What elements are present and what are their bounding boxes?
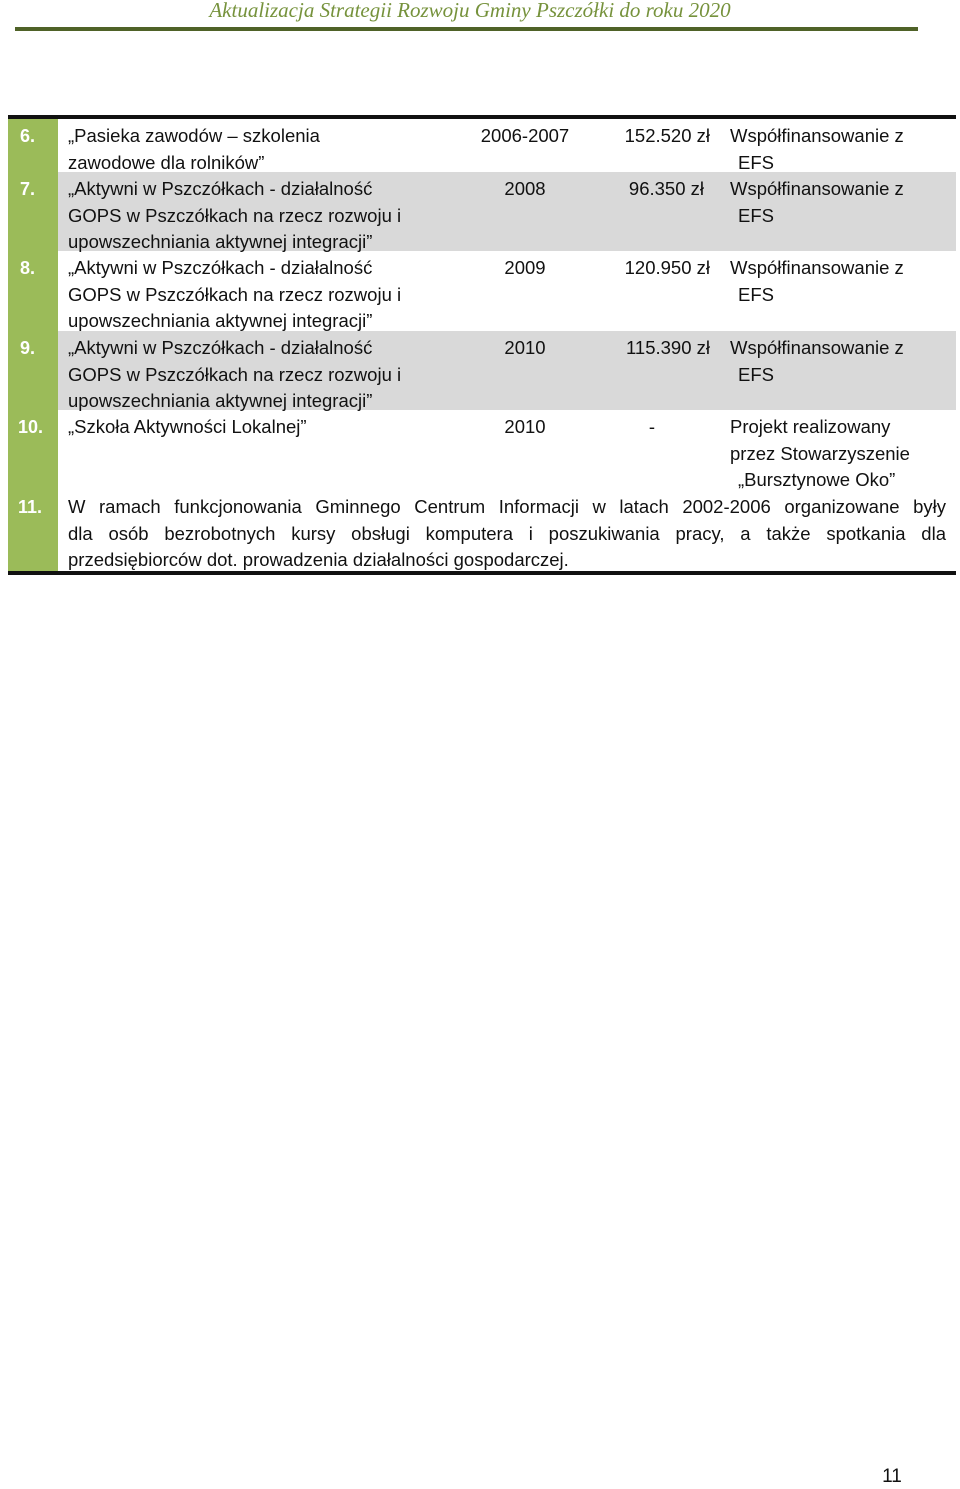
row-number: 6. — [8, 119, 58, 172]
project-name: „Pasieka zawodów – szkolenia zawodowe dla rolników” — [68, 125, 320, 173]
row-number: 10. — [8, 410, 58, 490]
document-header-title: Aktualizacja Strategii Rozwoju Gminy Pszczółki do roku 2020 — [209, 0, 731, 22]
project-amount: 115.390 zł — [626, 337, 710, 358]
project-name: „Szkoła Aktywności Lokalnej” — [68, 416, 307, 437]
project-year: 2010 — [504, 337, 546, 358]
funding-source: Projekt realizowany przez Stowarzyszenie „Bursztynowe Oko” — [730, 416, 910, 490]
project-amount: - — [648, 416, 656, 437]
project-name: „Aktywni w Pszczółkach - działalność GOPS w Pszczółkach na rzecz rozwoju i upowszechniania aktywnej integracji” — [68, 337, 402, 411]
table-row — [8, 119, 956, 172]
project-year: 2010 — [504, 416, 546, 437]
row-number: 9. — [8, 331, 58, 410]
table-row — [8, 410, 956, 490]
row-number: 8. — [8, 251, 58, 331]
funding-source: Współfinansowanie z EFS — [730, 257, 904, 305]
note-text: W ramach funkcjonowania Gminnego Centrum Informacji w latach 2002-2006 organizowane były dla osób bezrobotnych kursy obsługi komputera i poszukiwania pracy, a także spotkania dla przedsiębiorców dot. prowadzenia działalności gospodarczej. — [68, 496, 946, 570]
table-row — [8, 172, 956, 251]
page-number: 11 — [882, 1466, 902, 1487]
project-amount: 152.520 zł — [624, 125, 710, 146]
table-row — [8, 331, 956, 410]
row-number: 7. — [8, 172, 58, 251]
table-bottom-border — [8, 571, 956, 575]
project-year: 2009 — [504, 257, 546, 278]
table-row — [8, 251, 956, 331]
funding-source: Współfinansowanie z EFS — [730, 337, 904, 385]
funding-source: Współfinansowanie z EFS — [730, 125, 904, 173]
header-rule — [15, 27, 918, 31]
funding-source: Współfinansowanie z EFS — [730, 178, 904, 226]
project-year: 2006-2007 — [480, 125, 570, 146]
project-name: „Aktywni w Pszczółkach - działalność GOPS w Pszczółkach na rzecz rozwoju i upowszechniania aktywnej integracji” — [68, 178, 402, 252]
project-amount: 120.950 zł — [624, 257, 710, 278]
project-name: „Aktywni w Pszczółkach - działalność GOPS w Pszczółkach na rzecz rozwoju i upowszechniania aktywnej integracji” — [68, 257, 402, 331]
project-year: 2008 — [504, 178, 546, 199]
project-amount: 96.350 zł — [628, 178, 704, 199]
table-row-note — [8, 490, 956, 571]
row-number: 11. — [8, 490, 58, 571]
